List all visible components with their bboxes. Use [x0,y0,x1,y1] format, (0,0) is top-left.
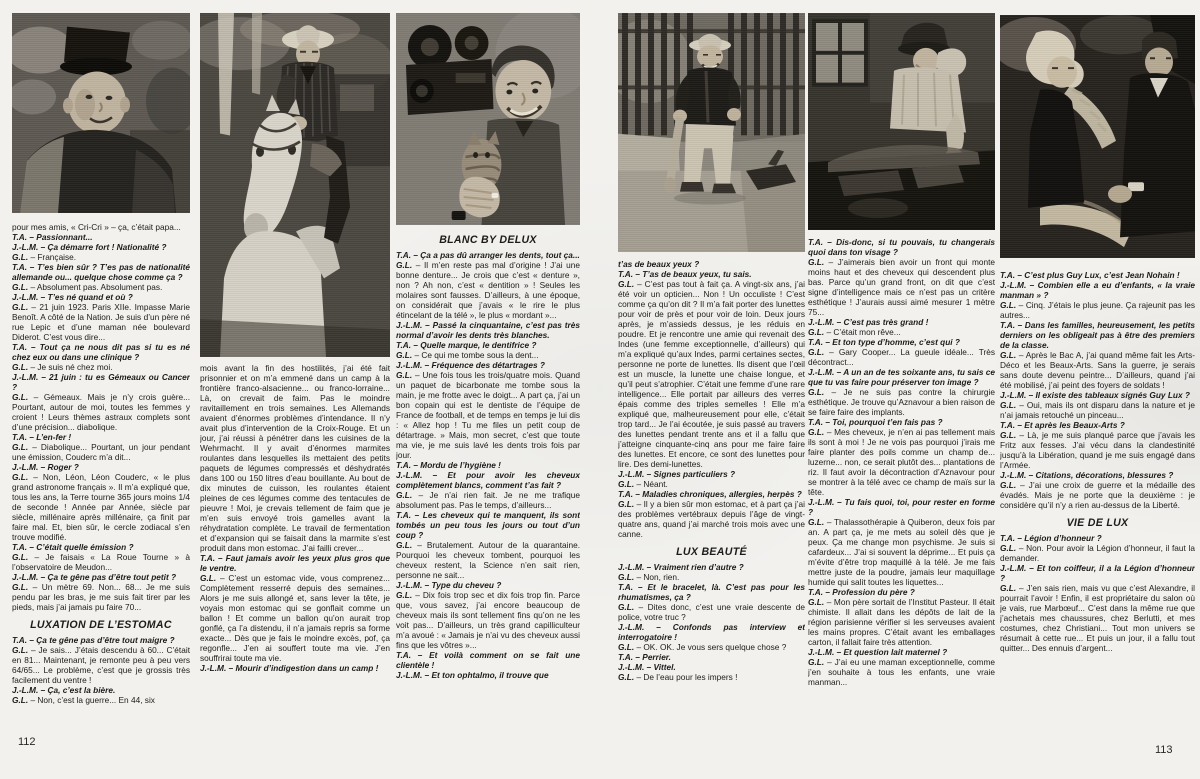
speaker-label: G.L. [12,582,33,592]
speaker-label: G.L. [808,327,827,337]
speaker-label: G.L. [808,517,827,527]
speaker-label: G.L. [618,279,638,289]
speaker-label: G.L. [808,257,829,267]
speaker-label: T.A. [12,432,30,442]
interview-answer: G.L. – C’était mon rêve... [808,327,901,337]
interview-question: T.A. – Perrier. [618,652,671,662]
speaker-label: J.-L.M. [396,470,433,480]
speaker-label: G.L. [12,392,34,402]
interview-question: T.A. – T’as de beaux yeux, tu sais. [618,269,752,279]
interview-question: J.-L.M. – Il existe des tableaux signés Guy Lux ? [1000,390,1190,400]
speaker-label: T.A. [396,510,415,520]
continued-question-text: t’as de beaux yeux ? [618,259,700,269]
interview-question: T.A. – Mordu de l’hygiène ! [396,460,501,470]
speaker-label: T.A. [808,237,828,247]
speaker-label: J.-L.M. [200,663,229,673]
speaker-label: T.A. [396,340,414,350]
interview-question: T.A. – Toi, pourquoi t’en fais pas ? [808,417,943,427]
speaker-label: G.L. [396,540,418,550]
interview-answer: G.L. – OK. OK. Je vous sers quelque chose ? [618,642,787,652]
interview-answer: G.L. – Non, rien. [618,572,680,582]
photo-man-walking-art [618,13,805,252]
speaker-label: T.A. [808,587,826,597]
speaker-label: G.L. [1000,300,1019,310]
speaker-label: G.L. [12,362,31,372]
text-column-1 [12,222,190,705]
speaker-label: J.-L.M. [396,670,425,680]
section-header: BLANC BY DELUX [439,234,537,246]
interview-question: J.-L.M. – Citations, décorations, blessures ? [1000,470,1174,480]
text-column-4 [618,259,805,682]
interview-answer: G.L. – Non, c’est la guerre... En 44, six [12,695,155,705]
speaker-label: G.L. [808,427,827,437]
speaker-label: J.-L.M. [1000,390,1029,400]
interview-answer: G.L. – Ce qui me tombe sous la dent... [396,350,539,360]
interview-answer: G.L. – Française. [12,252,77,262]
interview-question: J.-L.M. – Combien elle a eu d’enfants, « la vraie manman » ? [1000,280,1195,300]
continued-answer-text: mois avant la fin des hostilités, j’ai été fait prisonnier et on m’a emmené dans un camp à la frontière franco-alsacienne... ou franco-lorraine... Là, on crevait de faim. Pas le moindre ravitaillement en trois semaines. Les Allemands avaient d’énormes problèmes d’intendance. Il n’y avait plus d’intervention de la Croix-Rouge. Et un jour, j’ai réussi à pénétrer dans les cuisines de la Wehrmacht. Il y avait d’énormes marmites roulantes dans lesquelles ils mettaient des petits paquets de légumes compressés et déshydratés dans 100 ou 150 litres d’eau bouillante. Au bout de dix minutes de cuisson, les roulantes étaient pleines de ces légumes comme des tentacules de pieuvre ! Moi, je crevais tellement de faim que je m’en suis envoyé trois gamelles avant la réhydratation complète. Le travail de fermentation et d’expansion qui se faisait dans la marmite s’est produit dans mon estomac. J’ai failli crever... [200,363,390,553]
interview-question: T.A. – Légion d’honneur ? [1000,533,1102,543]
speaker-label: G.L. [396,260,416,270]
section-header: LUXATION DE L’ESTOMAC [30,619,172,631]
speaker-label: J.-L.M. [808,317,837,327]
interview-question: J.-L.M. – A un an de tes soixante ans, tu sais ce que tu vas faire pour préserver ton image ? [808,367,995,387]
speaker-label: T.A. [12,342,32,352]
speaker-label: G.L. [808,387,832,397]
interview-question: J.-L.M. – Et ton coiffeur, il a la Légion d’honneur ? [1000,563,1195,583]
speaker-label: T.A. [12,542,30,552]
speaker-label: G.L. [1000,480,1021,490]
speaker-label: J.-L.M. [808,367,837,377]
speaker-label: T.A. [618,582,638,592]
speaker-label: G.L. [396,490,419,500]
speaker-label: J.-L.M. [618,662,647,672]
section-header: VIE DE LUX [1066,517,1129,529]
text-column-3 [396,234,580,680]
interview-question: T.A. – T’es bien sûr ? T’es pas de nationalité allemande ou... quelque chose comme ça ? [12,262,190,282]
interview-question: T.A. – Dis-donc, si tu pouvais, tu changerais quoi dans ton visage ? [808,237,995,257]
interview-question: J.-L.M. – Ça te gêne pas d’être tout petit ? [12,572,177,582]
interview-question: T.A. – Quelle marque, le dentifrice ? [396,340,537,350]
speaker-label: T.A. [808,337,826,347]
speaker-label: J.-L.M. [808,647,837,657]
interview-answer: G.L. – Non. Pour avoir la Légion d’honneur, il faut la demander. [1000,543,1195,563]
photo-man-with-kitten-art [396,13,580,225]
interview-question: T.A. – Et ton type d’homme, c’est qui ? [808,337,960,347]
interview-question: T.A. – Dans les familles, heureusement, les petits derniers on les obligeait pas à être des premiers de la classe. [1000,320,1195,350]
speaker-label: J.-L.M. [1000,470,1029,480]
speaker-label: G.L. [1000,430,1020,440]
interview-question: J.-L.M. – Signes particuliers ? [618,469,736,479]
interview-answer: G.L. – J’en sais rien, mais vu que c’est Alexandre, il pourrait l’avoir ! Enfin, il est propriétaire du salon où je vais, rue Marbœuf... C’est dans la même rue que j’achetais mes chaussures, chez Berlutti, et mes costumes, chez Christiani... Tout mon univers se résumait à cette rue... Et puis un jour, il a fallu tout quitter... Des ennuis d’argent... [1000,583,1195,653]
interview-question: T.A. – Ça te gêne pas d’être tout maigre ? [12,635,175,645]
interview-answer: G.L. – Diabolique... Pourtant, un jour pendant une émission, Couderc m’a dit... [12,442,190,462]
interview-question: T.A. – Maladies chroniques, allergies, herpès ? [618,489,802,499]
interview-question: T.A. – Ça a pas dû arranger les dents, tout ça... [396,250,580,260]
interview-question: J.-L.M. – Roger ? [12,462,79,472]
interview-answer: G.L. – Une fois tous les trois/quatre mois. Quand un paquet de bicarbonate me tombe sous la main, je me frotte avec le doigt... A part ça, j’ai un bon copain qui est le dentiste de l’équipe de France de football, et de temps en temps je lui dis : « Allez hop ! Tu me files un petit coup de détartrage. » Mais, mon secret, c’est que toute ma vie, je me suis lavé les dents trois fois par jour. [396,370,580,460]
interview-answer: G.L. – Gary Cooper... La gueule idéale... Très décontract... [808,347,995,367]
interview-question: J.-L.M. – Vraiment rien d’autre ? [618,562,744,572]
speaker-label: J.-L.M. [12,242,41,252]
speaker-label: J.-L.M. [12,685,41,695]
interview-answer: G.L. – C’est pas tout à fait ça. A vingt-six ans, j’ai été voir un opticien... Non ! Un occuliste ! C’est comme ça qu’on dit ? Il m’a fait porter des lunettes pour voir de près et pour voir de loin. Deux jours après, je m’assieds dessus, je les réduis en poudre. Et je rencontre une amie qui revenait des Indes (une femme exceptionnelle, d’ailleurs) qui m’a expliqué qu’aux Indes, parmi certaines sectes, personne ne porte de lunettes. Ils disent que l’œil est un muscle, la lunette une chaise longue, et qu’il peut s’atrophier. C’était une femme d’une rare intelligence... Elle portait par ailleurs des verres épais comme des triples semelles ! Elle m’a expliqué que, malheureusement pour elle, c’était trop tard... Je l’ai écoutée, je suis passé au travers des lunettes pendant trente ans et il a fallu que j’atteigne cinquante-cinq ans pour me faire faire des lunettes. Et encore, ce sont des lunettes pour lire. Des demi-lunettes. [618,279,805,469]
interview-question: T.A. – Profession du père ? [808,587,915,597]
speaker-label: T.A. [1000,320,1018,330]
photo-man-in-kepi [12,13,190,213]
interview-question: T.A. – L’en-fer ! [12,432,72,442]
speaker-label: J.-L.M. [396,580,425,590]
speaker-label: J.-L.M. [12,462,41,472]
interview-answer: G.L. – Je ne suis pas contre la chirurgie esthétique. Je trouve qu’Aznavour a bien raison de se faire faire des implants. [808,387,995,417]
speaker-label: T.A. [618,652,636,662]
interview-answer: G.L. – Dix fois trop sec et dix fois trop fin. Parce que, vous savez, j’ai encore beaucoup de cheveux mais ils sont tellement fins qu’on ne les voit pas... D’ailleurs, un très grand capilliculteur m’a avoué : « Jamais je n’ai vu des cheveux aussi fins que les vôtres »... [396,590,580,650]
speaker-label: G.L. [808,657,828,667]
speaker-label: J.-L.M. [12,572,41,582]
speaker-label: G.L. [808,597,827,607]
interview-question: T.A. – C’est plus Guy Lux, c’est Jean Nohain ! [1000,270,1180,280]
interview-answer: G.L. – De l’eau pour les impers ! [618,672,738,682]
interview-answer: G.L. – Mon père sortait de l’Institut Pasteur. Il était chimiste. Il allait dans les dépôts de lait de la région parisienne vérifier si les serveuses avaient les mains propres. C’était avant les emballages carton, il fallait faire très attention. [808,597,995,647]
interview-answer: G.L. – Il m’en reste pas mal d’origine ! J’ai une bonne denture... Je crois que c’est « denture », non ? Ah non, c’est « dentition » ! Seules les molaires sont fausses. D’ailleurs, à une époque, on considérait que j’avais « le rire le plus étincelant de la télé », le plus « mordant »... [396,260,580,320]
speaker-label: T.A. [1000,270,1018,280]
speaker-label: G.L. [1000,583,1019,593]
speaker-label: J.-L.M. [808,497,838,507]
speaker-label: G.L. [1000,400,1020,410]
interview-answer: G.L. – Gémeaux. Mais je n’y crois guère... Pourtant, autour de moi, toutes les femmes y croient ! Leurs thèmes astraux complets sont d’une précision... diabolique. [12,392,190,432]
speaker-label: T.A. [200,553,219,563]
interview-answer: G.L. – Thalassothérapie à Quiberon, deux fois par an. A part ça, je me mets au soleil dès que je peux. Ça me change mon psychisme. Je suis si cafardeux... J’ai si souvent la déprime... Et puis ça m’évite d’être trop maquillé à la télé. Je me fais mettre juste de la poudre, jamais leur maquillage humide qui salit toutes les liquettes... [808,517,995,587]
speaker-label: J.-L.M. [396,360,425,370]
interview-question: J.-L.M. – Ça, c’est la bière. [12,685,116,695]
interview-answer: G.L. – Un mètre 69. Non... 68... Je me suis pendu par les bras, je me suis fait tirer par les pieds, mais j’ai jamais pu faire 70... [12,582,190,612]
speaker-label: G.L. [12,645,32,655]
interview-answer: G.L. – Je faisais « La Roue Tourne » à l’observatoire de Meudon... [12,552,190,572]
interview-answer: G.L. – Oui, mais ils ont disparu dans la nature et je n’ai jamais retouché un pinceau... [1000,400,1195,420]
interview-question: J.-L.M. – Vittel. [618,662,676,672]
interview-question: J.-L.M. – Et question lait maternel ? [808,647,948,657]
speaker-label: J.-L.M. [618,622,657,632]
speaker-label: J.-L.M. [618,469,647,479]
interview-answer: G.L. – Là, je me suis planqué parce que j’avais les Fritz aux fesses. J’ai vécu dans la clandestinité jusqu’à la Libération, quand je me suis engagé dans l’Armée. [1000,430,1195,470]
speaker-label: J.-L.M. [1000,563,1030,573]
photo-man-over-car-engine [808,13,995,230]
speaker-label: T.A. [618,269,636,279]
interview-answer: G.L. – 21 juin 1923. Paris XIIe. Impasse Marie Benoît. A côté de la Nation. Je suis d’un père né rue Lepic et d’une maman née boulevard Diderot. C’est vous dire... [12,302,190,342]
interview-question: J.-L.M. – Passé la cinquantaine, c’est pas très normal d’avoir les dents très blanches. [396,320,580,340]
interview-answer: G.L. – Je suis né chez moi. [12,362,113,372]
interview-question: J.-L.M. – Fréquence des détartrages ? [396,360,545,370]
interview-question: J.-L.M. – Confonds pas interview et interrogatoire ! [618,622,805,642]
interview-question: T.A. – Faut jamais avoir les yeux plus gros que le ventre. [200,553,390,573]
interview-question: J.-L.M. – C’est pas très grand ! [808,317,929,327]
interview-answer: G.L. – Cinq. J’étais le plus jeune. Ça rajeunit pas les autres... [1000,300,1195,320]
speaker-label: J.-L.M. [12,292,41,302]
speaker-label: G.L. [200,573,220,583]
interview-question: J.-L.M. – Ça démarre fort ! Nationalité ? [12,242,167,252]
interview-question: J.-L.M. – Tu fais quoi, toi, pour rester en forme ? [808,497,995,517]
speaker-label: G.L. [396,350,415,360]
speaker-label: T.A. [12,262,30,272]
interview-answer: G.L. – Après le Bac A, j’ai quand même fait les Arts-Déco et les Beaux-Arts. Sans la guerre, je serais sans doute devenu peintre... D’ailleurs, quand j’ai été mobilisé, j’ai peint des foyers de soldats ! [1000,350,1195,390]
speaker-label: G.L. [618,672,637,682]
interview-question: J.-L.M. – 21 juin : tu es Gémeaux ou Cancer ? [12,372,190,392]
interview-answer: G.L. – Il y a bien sûr mon estomac, et à part ça j’ai des problèmes vertébraux depuis l’âge de vingt-quatre ans, quand j’ai marché trois mois avec une canne. [618,499,805,539]
interview-question: J.-L.M. – T’es né quand et où ? [12,292,133,302]
speaker-label: G.L. [12,552,35,562]
photo-couple-scene [1000,15,1195,258]
speaker-label: G.L. [396,590,416,600]
speaker-label: G.L. [618,499,637,509]
speaker-label: G.L. [12,252,31,262]
speaker-label: G.L. [1000,350,1019,360]
speaker-label: T.A. [12,232,30,242]
photo-man-on-white-horse-art [200,13,390,357]
page-number-right: 113 [1155,744,1173,756]
speaker-label: G.L. [12,472,34,482]
text-column-6 [1000,270,1195,653]
speaker-label: T.A. [618,489,636,499]
speaker-label: G.L. [12,442,33,452]
text-column-5 [808,237,995,687]
speaker-label: T.A. [396,650,418,660]
interview-question: T.A. – Passionnant... [12,232,93,242]
speaker-label: G.L. [618,602,639,612]
photo-man-with-kitten-and-camera [396,13,580,225]
interview-question: J.-L.M. – Et ton ophtalmo, il trouve que [396,670,549,680]
interview-question: T.A. – Tout ça ne nous dit pas si tu es né chez eux ou dans une clinique ? [12,342,190,362]
interview-answer: G.L. – Je n’ai rien fait. Je ne me trafique absolument pas. Pas le temps, d’ailleurs... [396,490,580,510]
speaker-label: T.A. [396,250,414,260]
speaker-label: T.A. [808,417,826,427]
speaker-label: G.L. [12,302,32,312]
speaker-label: G.L. [396,370,415,380]
interview-answer: G.L. – Mes cheveux, je n’en ai pas tellement mais ils sont à moi ! Je ne vois pas pourquoi j’irais me faire planter des poils comme un champ de... luzerne... non, ce serait plutôt des... plantations de riz. Il faut avoir la décontraction d’Aznavour pour se montrer à la télé avec ce champ de maïs sur la tête. [808,427,995,497]
speaker-label: J.-L.M. [618,562,647,572]
interview-answer: G.L. – J’aimerais bien avoir un front qui monte moins haut et des cheveux qui descendent plus bas. Parce qu’un grand front, on dit que c’est signe d’intelligence mais ce n’est pas un critère esthétique ! J’aurais aussi aimé mesurer 1 mètre 75... [808,257,995,317]
interview-answer: G.L. – J’ai eu une maman exceptionnelle, comme j’en souhaite à tous les enfants, une vraie manman... [808,657,995,687]
interview-answer: G.L. – Brutalement. Autour de la quarantaine. Pourquoi les cheveux tombent, pourquoi les cheveux restent, la Science n’en sait rien, personne ne sait... [396,540,580,580]
speaker-label: G.L. [1000,543,1019,553]
speaker-label: G.L. [618,479,637,489]
speaker-label: G.L. [12,695,31,705]
photo-man-in-kepi-art [12,13,190,213]
interview-answer: G.L. – Dites donc, c’est une vraie descente de police, votre truc ? [618,602,805,622]
interview-answer: G.L. – Non, Léon, Léon Couderc, « le plus grand astronome français ». Il m’a expliqué que, tous les ans, la Terre tourne 365 jours moins 1/4 de seconde ! Année par Année, siècle par siècle, millénaire après millénaire, ça finit par faire mal. Et, bien sûr, le cercle zodiacal s’en trouve modifié. [12,472,190,542]
interview-question: J.-L.M. – Type du cheveu ? [396,580,502,590]
speaker-label: G.L. [618,642,637,652]
interview-question: T.A. – Et après les Beaux-Arts ? [1000,420,1125,430]
speaker-label: J.-L.M. [1000,280,1030,290]
speaker-label: G.L. [12,282,31,292]
text-column-2 [200,363,390,673]
interview-answer: G.L. – C’est un estomac vide, vous comprenez... Complètement resserré depuis des semaines... Alors je me suis allongé et, sans lever la tête, je voyais mon estomac qui se gonflait comme un ballon ! Et comme un ballon qu’on aurait trop gonflé, ça l’a distendu, il n’a jamais repris sa forme exacte... Dès que je fais le moindre excès, pof, ça regonfle... J’en ai souffert toute ma vie. J’en souffrirai toute ma vie. [200,573,390,663]
speaker-label: J.-L.M. [12,372,42,382]
page-number-left: 112 [18,736,36,748]
photo-car-engine-art [808,13,995,230]
speaker-label: T.A. [1000,533,1018,543]
interview-question: T.A. – Et le bracelet, là. C’est pas pour les rhumatismes, ça ? [618,582,805,602]
speaker-label: G.L. [618,572,637,582]
section-header: LUX BEAUTÉ [676,546,747,558]
speaker-label: T.A. [1000,420,1018,430]
interview-question: T.A. – Et voilà comment on se fait une clientèle ! [396,650,580,670]
speaker-label: G.L. [808,347,830,357]
interview-answer: G.L. – Absolument pas. Absolument pas. [12,282,163,292]
interview-question: T.A. – C’était quelle émission ? [12,542,134,552]
interview-answer: G.L. – J’ai une croix de guerre et la médaille des évadés. Mais je ne porte que la deuxième : je considère qu’il n’y a rien au-dessus de la Liberté. [1000,480,1195,510]
photo-man-on-white-horse [200,13,390,357]
speaker-label: T.A. [396,460,414,470]
speaker-label: J.-L.M. [396,320,426,330]
speaker-label: T.A. [12,635,30,645]
continued-answer-text: pour mes amis, « Cri-Cri » – ça, c’était papa... [12,222,181,232]
photo-man-walking-by-fence [618,13,805,252]
interview-answer: G.L. – Néant. [618,479,668,489]
interview-question: T.A. – Les cheveux qui te manquent, ils sont tombés un peu tous les jours ou tout d’un coup ? [396,510,580,540]
interview-question: J.-L.M. – Mourir d’indigestion dans un camp ! [200,663,379,673]
interview-answer: G.L. – Je sais... J’étais descendu à 60... C’était en 81... Maintenant, je remonte peu à peu vers 64/65... Le problème, c’est que je grossis très facilement du ventre ! [12,645,190,685]
photo-couple-art [1000,15,1195,258]
interview-question: J.-L.M. – Et pour avoir les cheveux complètement blancs, comment t’as fait ? [396,470,580,490]
